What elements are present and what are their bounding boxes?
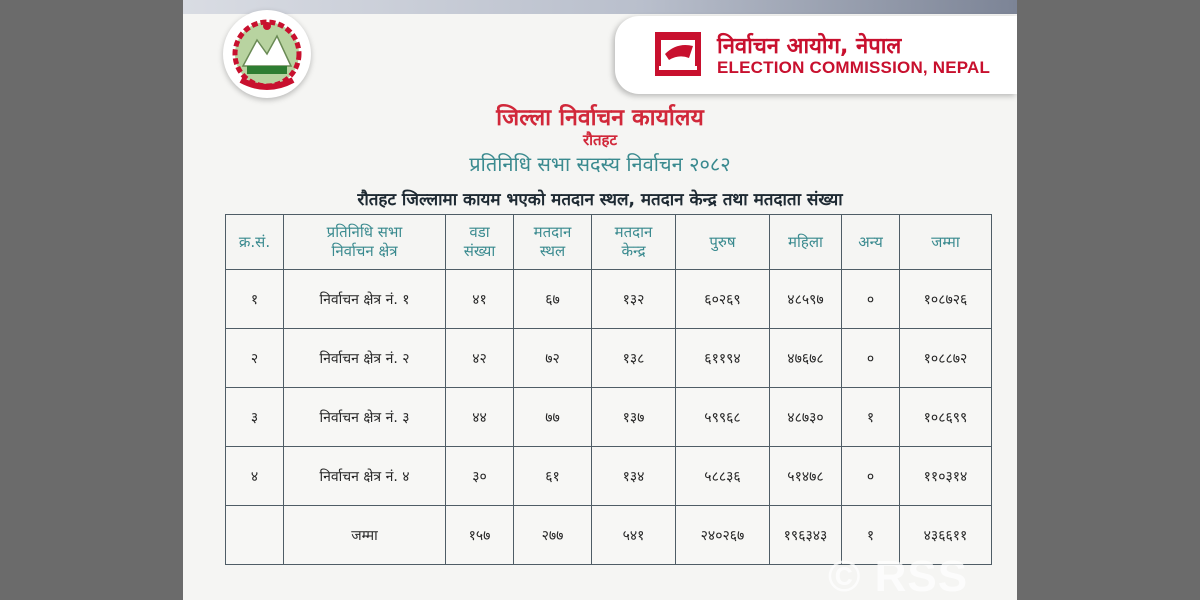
header-ward-count: वडा संख्या <box>446 215 514 270</box>
table-row <box>226 270 992 329</box>
cell-total: १०८८७२ <box>900 329 992 388</box>
cell-serial <box>226 506 284 565</box>
cell-male: २४०२६७ <box>676 506 770 565</box>
cell-ward-count: ४१ <box>446 270 514 329</box>
district-name: रौतहट <box>582 131 618 149</box>
cell-polling-center: १३७ <box>592 388 676 447</box>
table-row <box>226 388 992 447</box>
cell-constituency: निर्वाचन क्षेत्र नं. १ <box>284 270 446 329</box>
cell-ward-count: ३० <box>446 447 514 506</box>
cell-constituency: निर्वाचन क्षेत्र नं. ४ <box>284 447 446 506</box>
header-polling-station: मतदान स्थल <box>514 215 592 270</box>
header-total: जम्मा <box>900 215 992 270</box>
cell-polling-station: ६७ <box>514 270 592 329</box>
cell-constituency: निर्वाचन क्षेत्र नं. ३ <box>284 388 446 447</box>
cell-serial: ४ <box>226 447 284 506</box>
cell-polling-center: ५४१ <box>592 506 676 565</box>
document-page <box>183 0 1017 600</box>
cell-female: १९६३४३ <box>770 506 842 565</box>
cell-other: ० <box>842 447 900 506</box>
office-title: जिल्ला निर्वाचन कार्यालय <box>496 105 704 131</box>
header-other: अन्य <box>842 215 900 270</box>
table-row <box>226 329 992 388</box>
cell-male: ६०२६९ <box>676 270 770 329</box>
cell-polling-center: १३४ <box>592 447 676 506</box>
cell-polling-center: १३२ <box>592 270 676 329</box>
cell-female: ४८५९७ <box>770 270 842 329</box>
cell-other: १ <box>842 506 900 565</box>
cell-total: ४३६६११ <box>900 506 992 565</box>
cell-serial: १ <box>226 270 284 329</box>
cell-ward-count: १५७ <box>446 506 514 565</box>
nepal-emblem-icon <box>223 10 311 98</box>
ballot-box-icon <box>655 32 701 76</box>
cell-male: ५८८३६ <box>676 447 770 506</box>
cell-total-label: जम्मा <box>284 506 446 565</box>
cell-constituency: निर्वाचन क्षेत्र नं. २ <box>284 329 446 388</box>
header-constituency: प्रतिनिधि सभा निर्वाचन क्षेत्र <box>284 215 446 270</box>
cell-total: ११०३१४ <box>900 447 992 506</box>
cell-female: ४७६७८ <box>770 329 842 388</box>
header-polling-center: मतदान केन्द्र <box>592 215 676 270</box>
header-female: महिला <box>770 215 842 270</box>
cell-female: ५१४७८ <box>770 447 842 506</box>
org-name-nepali: निर्वाचन आयोग, नेपाल <box>717 34 902 59</box>
cell-serial: ३ <box>226 388 284 447</box>
cell-ward-count: ४४ <box>446 388 514 447</box>
cell-male: ५९९६८ <box>676 388 770 447</box>
cell-other: ० <box>842 270 900 329</box>
cell-polling-station: २७७ <box>514 506 592 565</box>
cell-total: १०८६९९ <box>900 388 992 447</box>
polling-data-table <box>225 214 992 565</box>
rss-watermark: © RSS <box>828 552 969 600</box>
cell-polling-center: १३८ <box>592 329 676 388</box>
table-caption: रौतहट जिल्लामा कायम भएको मतदान स्थल, मतदान केन्द्र तथा मतदाता संख्या <box>357 190 843 210</box>
cell-polling-station: ७२ <box>514 329 592 388</box>
cell-polling-station: ६१ <box>514 447 592 506</box>
org-name-english: ELECTION COMMISSION, NEPAL <box>717 58 991 77</box>
election-commission-card <box>615 16 1017 94</box>
cell-other: ० <box>842 329 900 388</box>
cell-other: १ <box>842 388 900 447</box>
cell-serial: २ <box>226 329 284 388</box>
election-title: प्रतिनिधि सभा सदस्य निर्वाचन २०८२ <box>469 152 731 176</box>
cell-polling-station: ७७ <box>514 388 592 447</box>
cell-ward-count: ४२ <box>446 329 514 388</box>
header-male: पुरुष <box>676 215 770 270</box>
cell-male: ६११९४ <box>676 329 770 388</box>
cell-total: १०८७२६ <box>900 270 992 329</box>
table-row <box>226 447 992 506</box>
table-header-row <box>226 215 992 270</box>
cell-female: ४८७३० <box>770 388 842 447</box>
header-serial: क्र.सं. <box>226 215 284 270</box>
